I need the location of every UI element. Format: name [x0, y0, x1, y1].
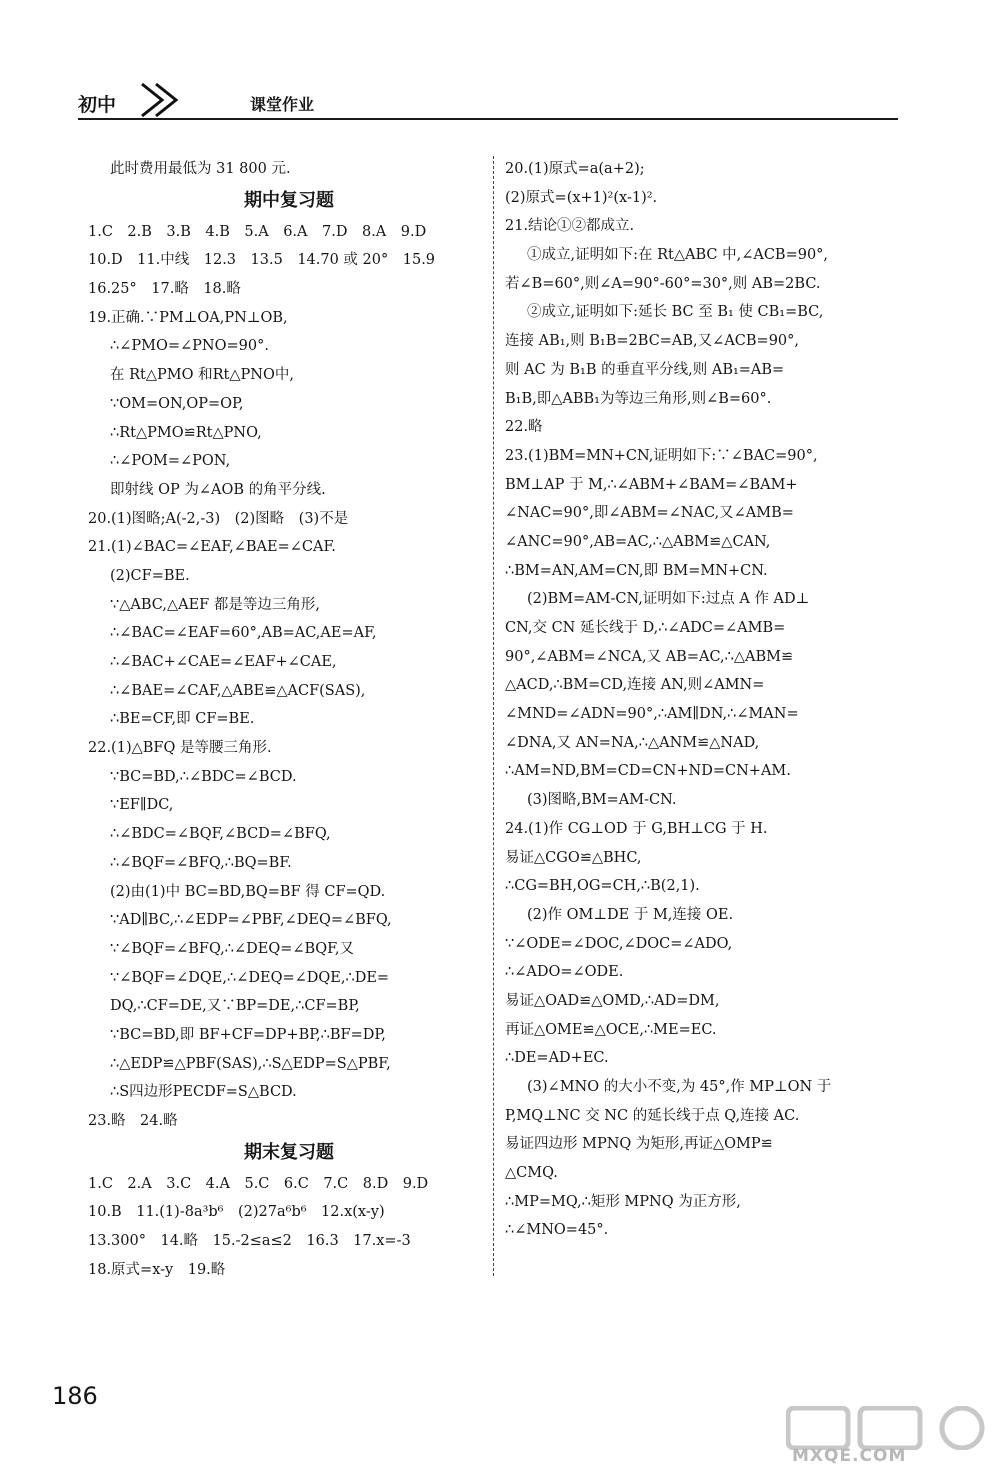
header-series-title: 课堂作业: [250, 95, 315, 114]
answer-line: ∠MND=∠ADN=90°,∴AM∥DN,∴∠MAN=: [505, 706, 799, 723]
answer-line: 21.(1)∠BAC=∠EAF,∠BAE=∠CAF.: [88, 539, 336, 556]
answer-line: △ACD,∴BM=CD,连接 AN,则∠AMN=: [505, 677, 765, 694]
answer-line: ∠NAC=90°,即∠ABM=∠NAC,又∠AMB=: [505, 505, 794, 522]
answer-line: 易证△OAD≌△OMD,∴AD=DM,: [505, 992, 720, 1009]
answer-line: ∵BC=BD,即 BF+CF=DP+BP,∴BF=DP,: [110, 1026, 386, 1043]
answer-line: ∴CG=BH,OG=CH,∴B(2,1).: [505, 878, 700, 895]
answer-line: ∴△EDP≌△PBF(SAS),∴S△EDP=S△PBF,: [110, 1055, 391, 1072]
answer-line: ∴∠BAC=∠EAF=60°,AB=AC,AE=AF,: [110, 625, 377, 642]
answer-line: 13.300° 14.略 15.-2≤a≤2 16.3 17.x=-3: [88, 1233, 411, 1250]
answer-line: BM⊥AP 于 M,∴∠ABM+∠BAM=∠BAM+: [505, 476, 798, 493]
answer-line: (3)∠MNO 的大小不变,为 45°,作 MP⊥ON 于: [527, 1079, 832, 1095]
answer-line: ∴AM=ND,BM=CD=CN+ND=CN+AM.: [505, 763, 791, 780]
answer-line: ∴BE=CF,即 CF=BE.: [110, 711, 255, 728]
answer-line: 在 Rt△PMO 和Rt△PNO中,: [110, 367, 294, 384]
answer-line: 则 AC 为 B₁B 的垂直平分线,则 AB₁=AB=: [505, 361, 785, 378]
column-divider: [493, 156, 494, 1276]
answer-line: 10.D 11.中线 12.3 13.5 14.70 或 20° 15.9: [88, 252, 436, 269]
answer-line: 再证△OME≌△OCE,∴ME=EC.: [505, 1021, 717, 1038]
watermark-site: MXQE.COM: [792, 1446, 907, 1466]
answer-line: △CMQ.: [505, 1165, 558, 1182]
answer-line: 1.C 2.A 3.C 4.A 5.C 6.C 7.C 8.D 9.D: [88, 1175, 429, 1192]
answer-line: (2)原式=(x+1)²(x-1)².: [505, 189, 658, 206]
answer-line: CN,交 CN 延长线于 D,∴∠ADC=∠AMB=: [505, 620, 786, 636]
answer-line: ∴S四边形PECDF=S△BCD.: [110, 1084, 297, 1101]
answer-line: 18.原式=x-y 19.略: [88, 1261, 226, 1278]
answer-line: (2)BM=AM-CN,证明如下:过点 A 作 AD⊥: [527, 591, 810, 608]
answer-line: ∵OM=ON,OP=OP,: [110, 395, 244, 412]
left-answer-column: [88, 155, 490, 1284]
answer-line: ∴∠BDC=∠BQF,∠BCD=∠BFQ,: [110, 826, 331, 843]
answer-line: ∵AD∥BC,∴∠EDP=∠PBF,∠DEQ=∠BFQ,: [110, 912, 392, 929]
answer-line: 90°,∠ABM=∠NCA,又 AB=AC,∴△ABM≌: [505, 648, 794, 665]
answer-line: 易证四边形 MPNQ 为矩形,再证△OMP≌: [505, 1136, 773, 1153]
section-heading: 期中复习题: [244, 189, 334, 211]
answer-line: 连接 AB₁,则 B₁B=2BC=AB,又∠ACB=90°,: [505, 333, 799, 350]
answer-line: ∴BM=AN,AM=CN,即 BM=MN+CN.: [505, 562, 768, 579]
answer-line: ∴∠BAC+∠CAE=∠EAF+∠CAE,: [110, 654, 337, 670]
answer-line: 1.C 2.B 3.B 4.B 5.A 6.A 7.D 8.A 9.D: [88, 223, 427, 240]
page-header: [78, 88, 898, 118]
answer-line: 10.B 11.(1)-8a³b⁶ (2)27a⁶b⁶ 12.x(x-y): [88, 1204, 385, 1221]
answer-line: ∵∠BQF=∠DQE,∴∠DEQ=∠DQE,∴DE=: [110, 969, 390, 986]
answer-line: B₁B,即△ABB₁为等边三角形,则∠B=60°.: [505, 390, 772, 407]
answer-line: 20.(1)原式=a(a+2);: [505, 161, 645, 177]
answer-line: (2)CF=BE.: [110, 567, 190, 584]
answer-line: 20.(1)图略;A(-2,-3) (2)图略 (3)不是: [88, 510, 349, 527]
answer-line: 即射线 OP 为∠AOB 的角平分线.: [110, 481, 326, 498]
answer-line: 24.(1)作 CG⊥OD 于 G,BH⊥CG 于 H.: [505, 820, 768, 837]
answer-line: ∠DNA,又 AN=NA,∴△ANM≌△NAD,: [505, 734, 760, 751]
answer-line: ①成立,证明如下:在 Rt△ABC 中,∠ACB=90°,: [527, 247, 829, 264]
answer-line: ∴∠BQF=∠BFQ,∴BQ=BF.: [110, 854, 292, 871]
header-brand: 初中: [78, 94, 117, 116]
answer-line: ∵△ABC,△AEF 都是等边三角形,: [110, 596, 320, 613]
answer-line: (2)由(1)中 BC=BD,BQ=BF 得 CF=QD.: [110, 883, 386, 900]
answer-line: ∴∠PMO=∠PNO=90°.: [110, 338, 269, 355]
answer-line: ∴∠MNO=45°.: [505, 1222, 609, 1239]
answer-line: 21.结论①②都成立.: [505, 218, 635, 235]
answer-line: ∴∠ADO=∠ODE.: [505, 964, 624, 981]
header-divider: [78, 118, 898, 120]
answer-line: (2)作 OM⊥DE 于 M,连接 OE.: [527, 906, 734, 923]
answer-line: 22.略: [505, 419, 543, 436]
answer-line: 23.略 24.略: [88, 1113, 178, 1129]
answer-line: ∴DE=AD+EC.: [505, 1050, 609, 1067]
section-heading: 期末复习题: [244, 1141, 334, 1163]
answer-line: DQ,∴CF=DE,又∵BP=DE,∴CF=BP,: [110, 998, 360, 1015]
answer-line: ∵∠BQF=∠BFQ,∴∠DEQ=∠BQF,又: [110, 940, 354, 957]
page-number: 186: [52, 1382, 98, 1410]
double-chevron-icon: [134, 80, 244, 120]
answer-line: ∴∠BAE=∠CAF,△ABE≌△ACF(SAS),: [110, 682, 366, 699]
answer-line: ∵BC=BD,∴∠BDC=∠BCD.: [110, 768, 297, 785]
answer-line: 16.25° 17.略 18.略: [88, 281, 241, 298]
answer-line: P,MQ⊥NC 交 NC 的延长线于点 Q,连接 AC.: [505, 1107, 800, 1124]
answer-line: 23.(1)BM=MN+CN,证明如下:∵∠BAC=90°,: [505, 447, 818, 464]
watermark-logo-graphic: [786, 1406, 996, 1450]
answer-line: 易证△CGO≌△BHC,: [505, 849, 642, 866]
answer-line: ∴MP=MQ,∴矩形 MPNQ 为正方形,: [505, 1193, 741, 1210]
right-answer-column: [505, 155, 900, 1245]
answer-line: (3)图略,BM=AM-CN.: [527, 792, 677, 809]
answer-line: 19.正确.∵PM⊥OA,PN⊥OB,: [88, 309, 288, 326]
answer-line: ∵EF∥DC,: [110, 797, 174, 814]
answer-line: ∴∠POM=∠PON,: [110, 453, 231, 470]
answer-line: 22.(1)△BFQ 是等腰三角形.: [88, 740, 272, 757]
watermark-logo: [786, 1406, 996, 1468]
answer-line: ②成立,证明如下:延长 BC 至 B₁ 使 CB₁=BC,: [527, 304, 824, 321]
answer-line: ∴Rt△PMO≌Rt△PNO,: [110, 424, 262, 441]
answer-line: 此时费用最低为 31 800 元.: [110, 161, 291, 177]
answer-line: ∠ANC=90°,AB=AC,∴△ABM≌△CAN,: [505, 533, 771, 550]
answer-line: 若∠B=60°,则∠A=90°-60°=30°,则 AB=2BC.: [505, 275, 821, 292]
answer-line: ∵∠ODE=∠DOC,∠DOC=∠ADO,: [505, 935, 733, 952]
